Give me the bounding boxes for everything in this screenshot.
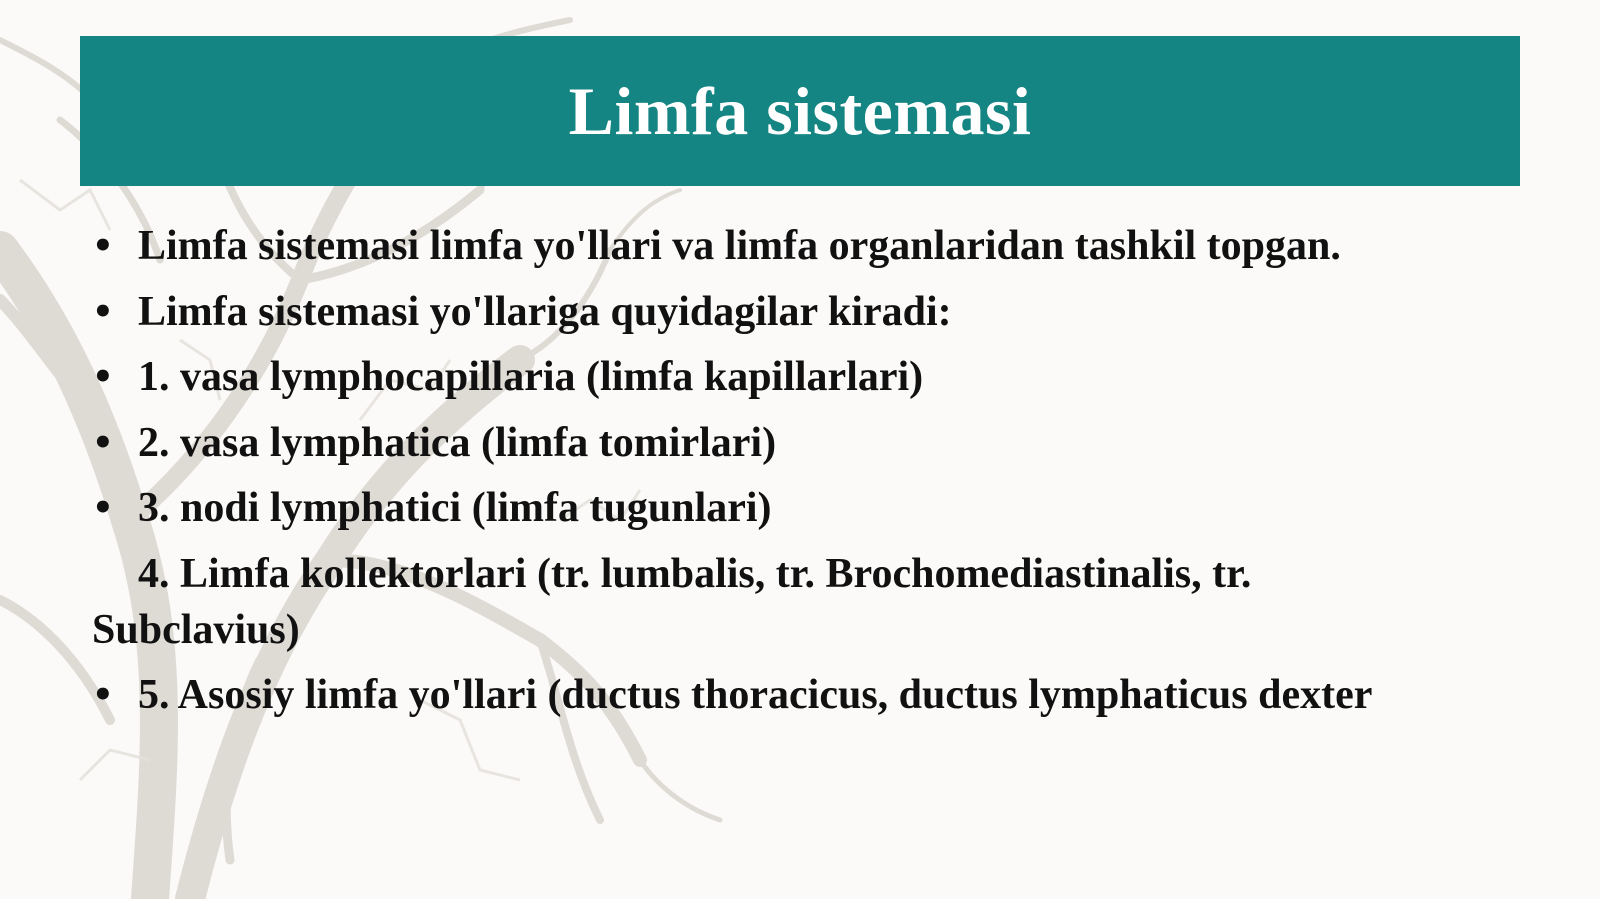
list-item-text: Limfa sistemasi limfa yo'llari va limfa organlaridan tashkil topgan. bbox=[138, 223, 1341, 269]
list-item bbox=[92, 349, 1532, 405]
list-item bbox=[92, 480, 1532, 536]
bullet-icon: • bbox=[92, 422, 114, 463]
list-item-text: 1. vasa lymphocapillaria (limfa kapillarlari) bbox=[138, 354, 924, 400]
list-item-text: 2. vasa lymphatica (limfa tomirlari) bbox=[138, 419, 777, 466]
title-bar bbox=[80, 36, 1520, 186]
slide-title: Limfa sistemasi bbox=[568, 72, 1032, 149]
list-item bbox=[92, 415, 1532, 471]
list-item bbox=[92, 667, 1532, 723]
bullet-icon: • bbox=[92, 291, 114, 332]
bullet-list bbox=[92, 218, 1532, 733]
bullet-icon: • bbox=[92, 488, 114, 528]
bullet-icon: • bbox=[92, 226, 114, 266]
list-item bbox=[92, 218, 1532, 274]
list-item-text: 3. nodi lymphatici (limfa tugunlari) bbox=[138, 485, 772, 531]
list-item-text: 5. Asosiy limfa yo'llari (ductus thoracicus, ductus lymphaticus dexter bbox=[138, 672, 1373, 718]
list-item bbox=[92, 284, 1532, 340]
bullet-icon: • bbox=[92, 357, 114, 397]
list-item-text: Limfa sistemasi yo'llariga quyidagilar kiradi: bbox=[138, 288, 952, 335]
list-item bbox=[92, 546, 1432, 658]
bullet-icon: • bbox=[92, 675, 114, 715]
list-item-text: 4. Limfa kollektorlari (tr. lumbalis, tr. Brochomediastinalis, tr. Subclavius) bbox=[92, 550, 1252, 653]
